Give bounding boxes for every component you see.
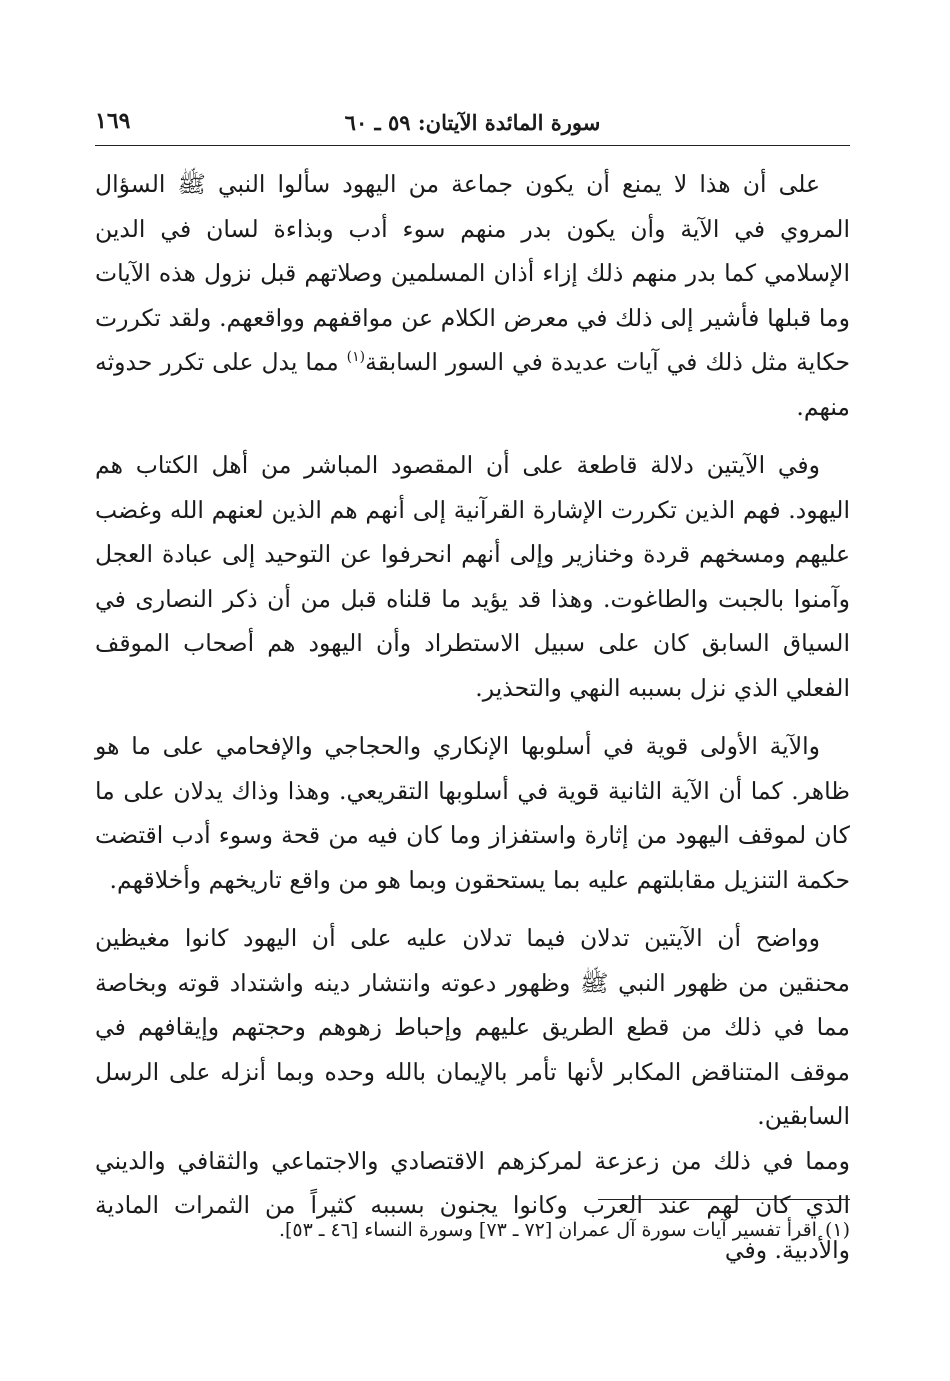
running-header	[95, 106, 850, 146]
paragraph-1-text-before: على أن هذا لا يمنع أن يكون جماعة من اليهود سألوا النبي ﷺ السؤال المروي في الآية وأن يكون بدر منهم سوء أدب وبذاءة لسان في الدين الإسلامي كما بدر منهم ذلك إزاء أذان المسلمين وصلاتهم قبل نزول هذه الآيات وما قبلها فأشير إلى ذلك في معرض الكلام عن مواقفهم وواقعهم. ولقد تكررت حكاية مثل ذلك في آيات عديدة في السور السابقة	[95, 170, 850, 376]
footnote-divider	[598, 1199, 850, 1200]
footnote-reference: (١)	[346, 349, 366, 366]
header-divider	[95, 145, 850, 146]
paragraph-1-text-after: مما يدل على تكرر حدوثه منهم.	[95, 348, 850, 421]
footnote-text: اقرأ تفسير آيات سورة آل عمران [٧٢ ـ ٧٣] وسورة النساء [٤٦ ـ ٥٣].	[278, 1219, 817, 1241]
paragraph-5: ومما في ذلك من زعزعة لمركزهم الاقتصادي والاجتماعي والثقافي والديني الذي كان لهم عند العرب وكانوا يجنون بسببه كثيراً من الثمرات المادية والأدبية. وفي	[95, 1146, 850, 1264]
main-text	[95, 162, 850, 1272]
page-number: ١٦٩	[95, 108, 131, 134]
paragraph-3: والآية الأولى قوية في أسلوبها الإنكاري والحجاجي والإفحامي على ما هو ظاهر. كما أن الآية الثانية قوية في أسلوبها التقريعي. وهذا وذاك يدلان على ما كان لموقف اليهود من إثارة واستفزاز وما كان فيه من قحة وسوء أدب اقتضت حكمة التنزيل مقابلتهم عليه بما يستحقون وبما هو من واقع تاريخهم وأخلاقهم.	[95, 732, 850, 894]
paragraph-2: وفي الآيتين دلالة قاطعة على أن المقصود المباشر من أهل الكتاب هم اليهود. فهم الذين تكررت الإشارة القرآنية إلى أنهم هم الذين لعنهم الله وغضب عليهم ومسخهم قردة وخنازير وإلى أنهم انحرفوا عن التوحيد إلى عبادة العجل وآمنوا بالجبت والطاغوت. وهذا قد يؤيد ما قلناه قبل من أن ذكر النصارى في السياق السابق كان على سبيل الاستطراد وأن اليهود هم أصحاب الموقف الفعلي الذي نزل بسببه النهي والتحذير.	[95, 451, 850, 702]
header-title: سورة المائدة الآيتان: ٥٩ ـ ٦٠	[344, 110, 601, 135]
footnote	[95, 1215, 850, 1245]
footnote-label: (١)	[824, 1219, 850, 1241]
paragraph-1	[95, 162, 850, 429]
paragraph-4: وواضح أن الآيتين تدلان فيما تدلان عليه على أن اليهود كانوا مغيظين محنقين من ظهور النبي ﷺ وظهور دعوته وانتشار دينه واشتداد قوته وبخاصة مما في ذلك من قطع الطريق عليهم وإحباط زهوهم وحجتهم وإيقافهم في موقف المتناقض المكابر لأنها تأمر بالإيمان بالله وحده وبما أنزله على الرسل السابقين.	[95, 924, 850, 1130]
